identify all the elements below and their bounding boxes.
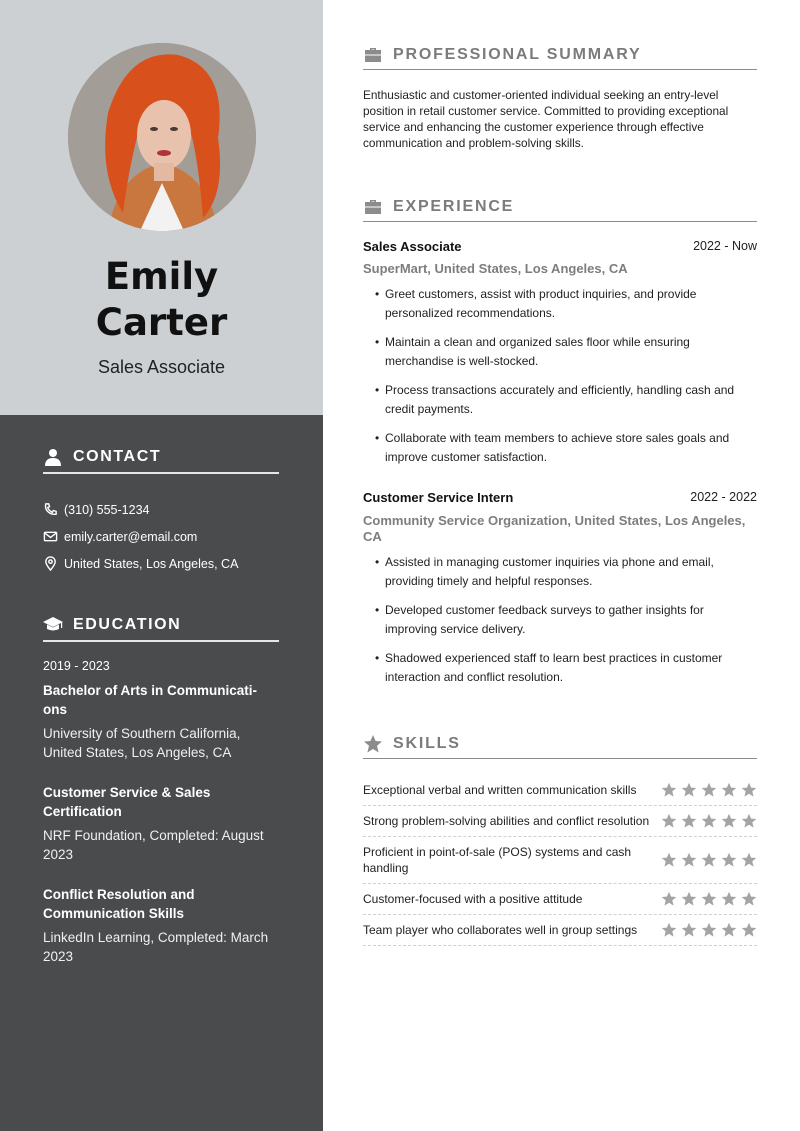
school-line: NRF Foundation, Completed: August (43, 828, 264, 843)
skill-name: Customer-focused with a positive attitude (363, 892, 583, 906)
star-icon (661, 852, 677, 868)
star-icon (681, 852, 697, 868)
education-school (43, 724, 279, 762)
skill-name: Proficient in point-of-sale (POS) systems and cash handling (363, 845, 632, 875)
contact-phone[interactable] (43, 502, 149, 517)
job-title: Sales Associate (363, 239, 462, 254)
school-line: 2023 (43, 949, 74, 964)
job-bullet: • Shadowed experienced staff to learn best practices in customer interaction and conflict resolution. (375, 649, 759, 687)
skill-rating (661, 852, 757, 868)
skill-row (363, 915, 757, 946)
contact-location (43, 556, 238, 571)
star-icon (741, 813, 757, 829)
school-line: 2023 (43, 847, 74, 862)
star-icon (721, 922, 737, 938)
education-school (43, 826, 279, 864)
email-text: emily.carter@email.com (64, 529, 198, 544)
first-name: Emily (104, 255, 219, 298)
skill-row (363, 837, 757, 884)
education-heading (43, 610, 279, 642)
star-icon (741, 922, 757, 938)
star-icon (741, 782, 757, 798)
star-icon (721, 852, 737, 868)
experience-heading-label: EXPERIENCE (393, 197, 515, 215)
phone-text: (310) 555-1234 (64, 502, 150, 517)
job-bullet: • Collaborate with team members to achieve store sales goals and improve customer satisfaction. (375, 429, 759, 467)
education-degree (43, 783, 279, 821)
star-icon (701, 782, 717, 798)
degree-line: Customer Service & Sales (43, 785, 211, 800)
summary-heading (363, 40, 757, 70)
sidebar-body (0, 415, 323, 1131)
profile-title: Sales Associate (97, 357, 226, 377)
school-line: University of Southern California, (43, 726, 241, 741)
contact-heading (43, 442, 279, 474)
map-pin-icon (43, 556, 58, 571)
skill-rating (661, 782, 757, 798)
phone-icon (43, 502, 58, 517)
last-name: Carter (95, 301, 228, 344)
star-icon (661, 922, 677, 938)
skill-name: Team player who collaborates well in group settings (363, 923, 638, 937)
education-degree (43, 681, 279, 719)
school-line: United States, Los Angeles, CA (43, 745, 232, 760)
star-icon (701, 891, 717, 907)
user-icon (43, 447, 63, 467)
star-icon (661, 813, 677, 829)
mail-icon (43, 529, 58, 544)
job-bullet: • Maintain a clean and organized sales floor while ensuring merchandise is well-stocked. (375, 333, 759, 371)
skills-list (363, 775, 757, 946)
job-bullets (375, 553, 759, 697)
contact-heading-label: CONTACT (73, 448, 162, 465)
skills-heading (363, 729, 757, 759)
star-icon (741, 852, 757, 868)
profile-name (0, 254, 323, 346)
star-icon (363, 734, 383, 754)
star-icon (701, 922, 717, 938)
skill-row (363, 775, 757, 806)
briefcase-icon (363, 197, 383, 217)
job-bullets (375, 285, 759, 477)
skill-row (363, 806, 757, 837)
degree-line: ons (43, 702, 68, 717)
job-bullet: • Assisted in managing customer inquiries via phone and email, providing timely and helpful responses. (375, 553, 759, 591)
job-company: Community Service Organization, United States, Los Angeles, CA (363, 513, 746, 544)
star-icon (741, 891, 757, 907)
job-company: SuperMart, United States, Los Angeles, CA (363, 261, 628, 276)
experience-heading (363, 192, 757, 222)
education-item (43, 783, 279, 864)
skill-rating (661, 922, 757, 938)
degree-line: Certification (43, 804, 122, 819)
profile-photo (68, 43, 256, 231)
education-dates: 2019 - 2023 (43, 659, 110, 673)
graduation-cap-icon (43, 615, 63, 635)
star-icon (661, 891, 677, 907)
star-icon (661, 782, 677, 798)
job-title: Customer Service Intern (363, 490, 514, 505)
skill-rating (661, 891, 757, 907)
star-icon (721, 782, 737, 798)
summary-heading-label: PROFESSIONAL SUMMARY (393, 45, 642, 63)
skills-heading-label: SKILLS (393, 734, 461, 752)
education-heading-label: EDUCATION (73, 616, 182, 633)
job-dates: 2022 - 2022 (690, 490, 757, 504)
degree-line: Communication Skills (43, 906, 185, 921)
education-degree (43, 885, 279, 923)
education-item (43, 659, 279, 762)
sidebar-header (0, 0, 323, 415)
briefcase-icon (363, 45, 383, 65)
job-bullet: • Developed customer feedback surveys to gather insights for improving service delivery. (375, 601, 759, 639)
education-school (43, 928, 279, 966)
skill-name: Strong problem-solving abilities and conflict resolution (363, 814, 650, 828)
skill-name: Exceptional verbal and written communication skills (363, 783, 637, 797)
star-icon (681, 782, 697, 798)
location-text: United States, Los Angeles, CA (64, 556, 239, 571)
job-dates: 2022 - Now (693, 239, 757, 253)
skill-rating (661, 813, 757, 829)
skill-row (363, 884, 757, 915)
summary-text: Enthusiastic and customer-oriented individual seeking an entry-level position in retail customer service. Committed to providing exceptional service and enhancing the customer experience through effective communication and problem-solving skills. (363, 88, 729, 150)
job-bullet: • Greet customers, assist with product inquiries, and provide personalized recommendations. (375, 285, 759, 323)
contact-email[interactable] (43, 529, 197, 544)
degree-line: Conflict Resolution and (43, 887, 195, 902)
education-item (43, 885, 279, 966)
star-icon (681, 922, 697, 938)
star-icon (701, 813, 717, 829)
school-line: LinkedIn Learning, Completed: March (43, 930, 269, 945)
star-icon (721, 891, 737, 907)
star-icon (681, 891, 697, 907)
star-icon (681, 813, 697, 829)
star-icon (721, 813, 737, 829)
star-icon (701, 852, 717, 868)
degree-line: Bachelor of Arts in Communicati- (43, 683, 258, 698)
job-bullet: • Process transactions accurately and efficiently, handling cash and credit payments. (375, 381, 759, 419)
